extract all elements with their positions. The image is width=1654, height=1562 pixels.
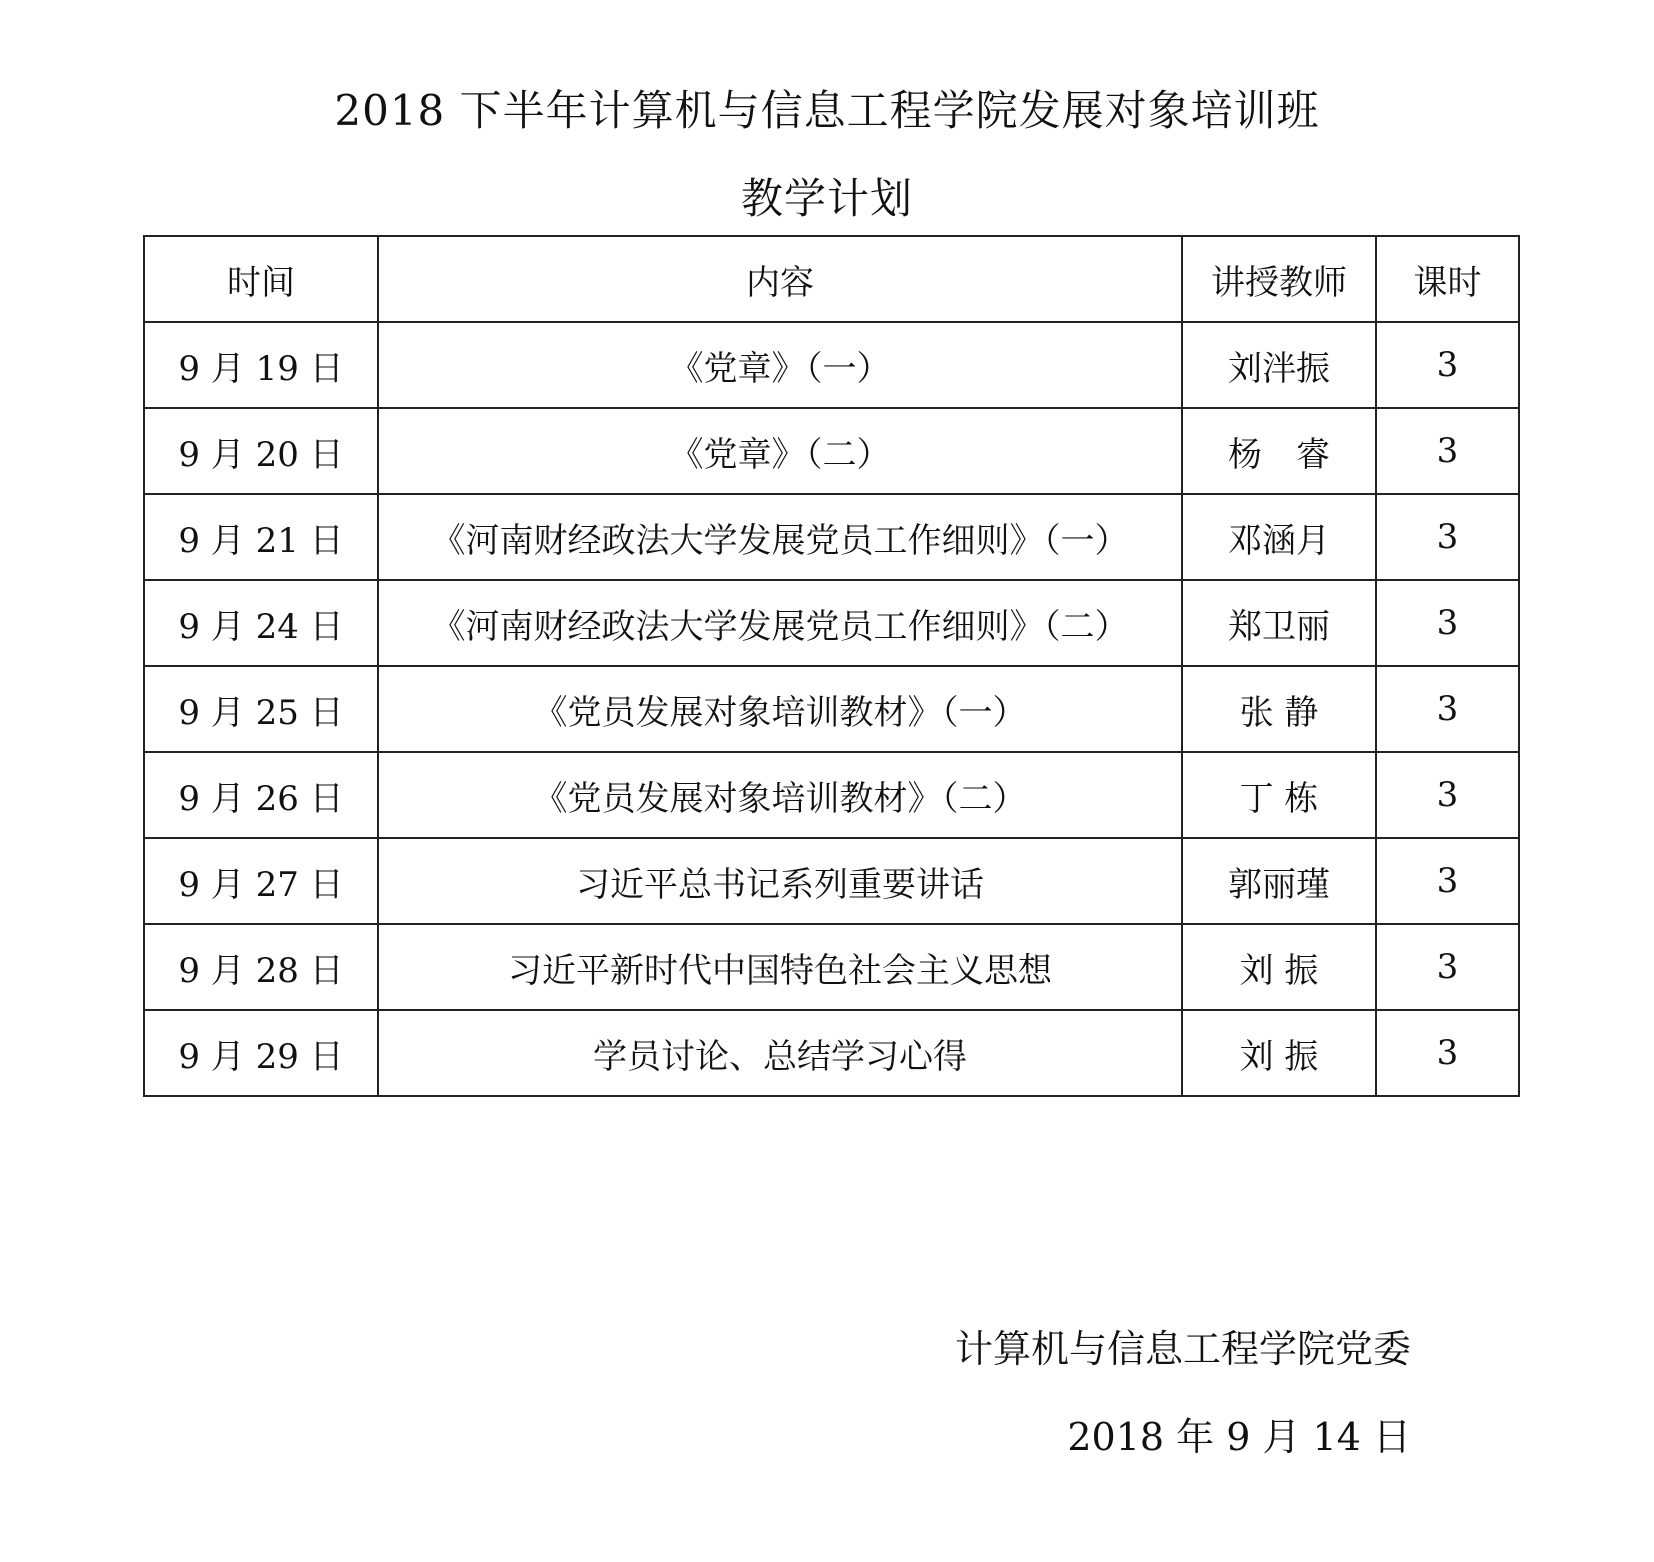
issuing-organization: 计算机与信息工程学院党委	[954, 1327, 1411, 1371]
cell-hours: 3	[1376, 666, 1519, 752]
cell-date: 9 月 28 日	[144, 924, 378, 1010]
table-row	[144, 838, 1519, 924]
issue-date: 2018 年 9 月 14 日	[1067, 1415, 1411, 1459]
cell-date: 9 月 26 日	[144, 752, 378, 838]
cell-hours: 3	[1376, 838, 1519, 924]
cell-teacher: 张 静	[1182, 666, 1376, 752]
table-row	[144, 752, 1519, 838]
table-row	[144, 666, 1519, 752]
header-hours: 课时	[1376, 236, 1519, 322]
document-subtitle: 教学计划	[740, 174, 913, 223]
cell-hours: 3	[1376, 494, 1519, 580]
cell-hours: 3	[1376, 1010, 1519, 1096]
header-content: 内容	[378, 236, 1182, 322]
cell-date: 9 月 29 日	[144, 1010, 378, 1096]
cell-date: 9 月 27 日	[144, 838, 378, 924]
cell-content: 学员讨论、总结学习心得	[378, 1010, 1182, 1096]
table-row	[144, 924, 1519, 1010]
cell-teacher: 郑卫丽	[1182, 580, 1376, 666]
table-header-row	[144, 236, 1519, 322]
table-row	[144, 322, 1519, 408]
cell-teacher: 杨 睿	[1182, 408, 1376, 494]
cell-content: 习近平新时代中国特色社会主义思想	[378, 924, 1182, 1010]
cell-content: 习近平总书记系列重要讲话	[378, 838, 1182, 924]
cell-hours: 3	[1376, 752, 1519, 838]
cell-content: 《河南财经政法大学发展党员工作细则》（二）	[378, 580, 1182, 666]
cell-content: 《河南财经政法大学发展党员工作细则》（一）	[378, 494, 1182, 580]
cell-date: 9 月 19 日	[144, 322, 378, 408]
cell-content: 《党章》（一）	[378, 322, 1182, 408]
table-row	[144, 580, 1519, 666]
cell-teacher: 刘 振	[1182, 924, 1376, 1010]
cell-date: 9 月 25 日	[144, 666, 378, 752]
cell-teacher: 丁 栋	[1182, 752, 1376, 838]
cell-content: 《党章》（二）	[378, 408, 1182, 494]
cell-hours: 3	[1376, 408, 1519, 494]
document-title: 2018 下半年计算机与信息工程学院发展对象培训班	[334, 86, 1320, 135]
table-row	[144, 1010, 1519, 1096]
cell-teacher: 刘 振	[1182, 1010, 1376, 1096]
cell-content: 《党员发展对象培训教材》（二）	[378, 752, 1182, 838]
cell-date: 9 月 24 日	[144, 580, 378, 666]
cell-hours: 3	[1376, 580, 1519, 666]
teaching-plan-table	[143, 235, 1520, 1097]
cell-date: 9 月 21 日	[144, 494, 378, 580]
table-row	[144, 408, 1519, 494]
cell-hours: 3	[1376, 924, 1519, 1010]
cell-teacher: 邓涵月	[1182, 494, 1376, 580]
table-row	[144, 494, 1519, 580]
cell-date: 9 月 20 日	[144, 408, 378, 494]
cell-teacher: 郭丽瑾	[1182, 838, 1376, 924]
header-date: 时间	[144, 236, 378, 322]
cell-content: 《党员发展对象培训教材》（一）	[378, 666, 1182, 752]
cell-hours: 3	[1376, 322, 1519, 408]
cell-teacher: 刘泮振	[1182, 322, 1376, 408]
header-teacher: 讲授教师	[1182, 236, 1376, 322]
